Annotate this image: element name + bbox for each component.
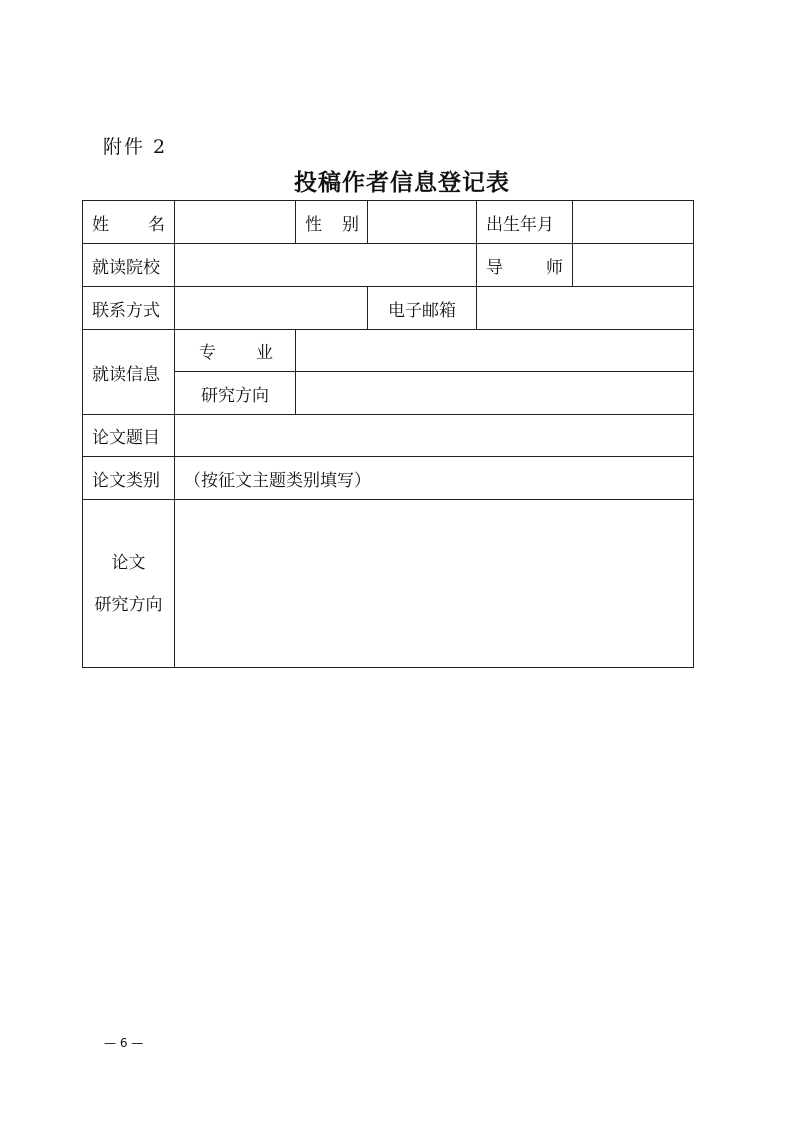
row-research-direction — [83, 372, 694, 415]
major-label-cell — [175, 330, 296, 372]
school-field[interactable] — [175, 244, 477, 287]
form-title: 投稿作者信息登记表 — [294, 170, 510, 196]
advisor-label-cell — [477, 244, 573, 287]
school-label: 就读院校 — [83, 244, 175, 287]
contact-label: 联系方式 — [83, 287, 175, 330]
gender-label-cell — [296, 201, 368, 244]
page-number: — 6 — — [104, 1036, 144, 1050]
row-contact — [83, 287, 694, 330]
major-field[interactable] — [296, 330, 694, 372]
research-direction-label: 研究方向 — [175, 372, 296, 415]
birth-label: 出生年月 — [477, 201, 573, 244]
birth-field[interactable] — [573, 201, 694, 244]
thesis-direction-label-line2: 研究方向 — [94, 594, 163, 615]
thesis-direction-field[interactable] — [175, 500, 694, 668]
thesis-category-label: 论文类别 — [83, 457, 175, 500]
thesis-direction-label-line1: 论文 — [111, 552, 146, 573]
advisor-field[interactable] — [573, 244, 694, 287]
name-label: 姓 名 — [92, 214, 165, 235]
thesis-title-field[interactable] — [175, 415, 694, 457]
attachment-label: 附件 2 — [103, 136, 168, 158]
row-major — [83, 330, 694, 372]
research-direction-field[interactable] — [296, 372, 694, 415]
row-thesis-direction — [83, 500, 694, 668]
thesis-category-field[interactable] — [175, 457, 694, 500]
contact-field[interactable] — [175, 287, 368, 330]
gender-label: 性 别 — [305, 214, 359, 235]
major-label: 专 业 — [199, 343, 273, 363]
row-thesis-title — [83, 415, 694, 457]
row-name — [83, 201, 694, 244]
email-label: 电子邮箱 — [368, 287, 477, 330]
name-field[interactable] — [175, 201, 296, 244]
email-field[interactable] — [477, 287, 694, 330]
advisor-label: 导 师 — [486, 257, 563, 278]
gender-field[interactable] — [368, 201, 477, 244]
study-info-label: 就读信息 — [83, 330, 175, 415]
thesis-category-hint: （按征文主题类别填写） — [184, 470, 371, 491]
thesis-direction-label-cell — [83, 500, 175, 668]
registration-form-table — [82, 200, 694, 668]
thesis-title-label: 论文题目 — [83, 415, 175, 457]
row-thesis-category — [83, 457, 694, 500]
row-school — [83, 244, 694, 287]
name-label-cell — [83, 201, 175, 244]
